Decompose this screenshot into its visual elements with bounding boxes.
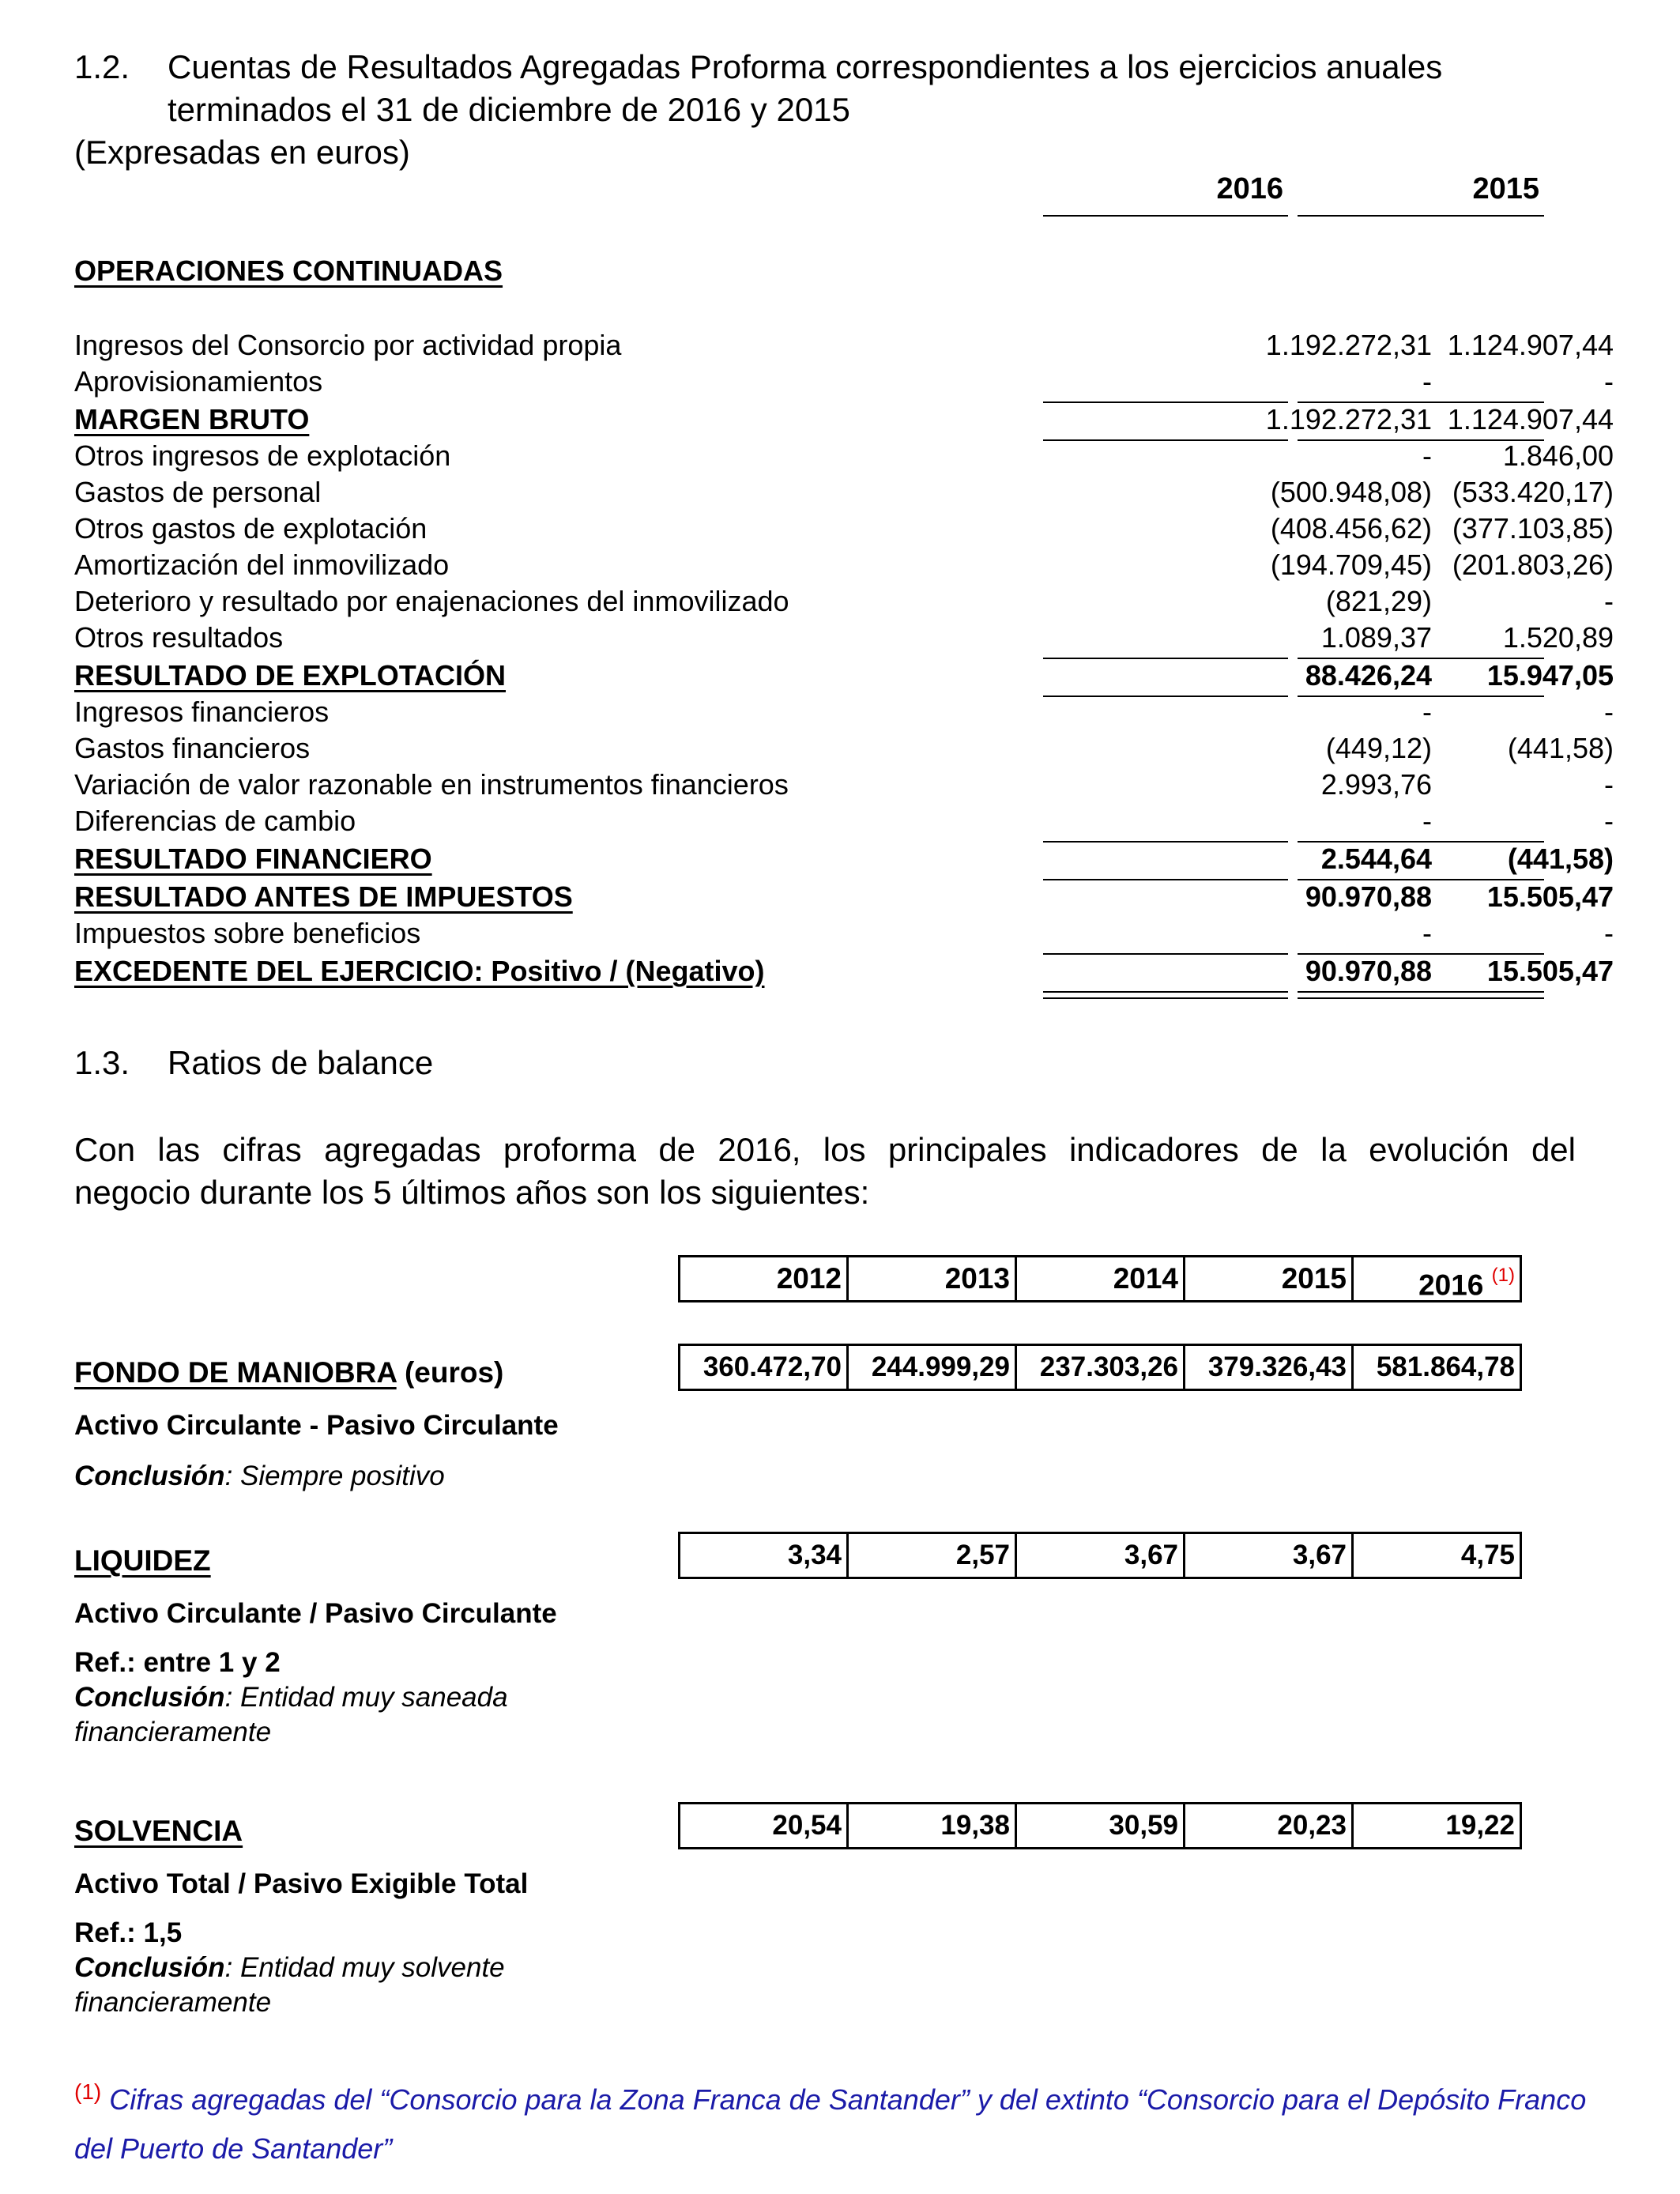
row-value-2016: -: [1422, 439, 1432, 472]
value-cell: 3,34: [680, 1534, 849, 1577]
year-2016-label: 2016: [1418, 1269, 1484, 1302]
subtotal-rule: [1043, 439, 1288, 441]
row-value-2016: 1.192.272,31: [1265, 329, 1432, 361]
row-label: Otros resultados: [74, 621, 284, 654]
table-row: [74, 658, 1618, 694]
row-value-2015: 1.124.907,44: [1447, 329, 1614, 361]
total-double-rule: [1298, 991, 1544, 999]
subtotal-rule: [1043, 953, 1288, 955]
table-row: [74, 547, 1618, 583]
table-row: [74, 511, 1618, 547]
table-row: [74, 364, 1618, 400]
row-label: Variación de valor razonable en instrumentos financieros: [74, 768, 789, 801]
subtotal-rule: [1298, 879, 1544, 880]
fondo-values: [678, 1344, 1522, 1391]
row-value-2015: (441,58): [1507, 843, 1614, 875]
subtotal-rule: [1043, 696, 1288, 697]
value-cell: 20,54: [680, 1804, 849, 1847]
row-value-2016: (821,29): [1325, 585, 1432, 617]
year-cell: 2014: [1017, 1257, 1185, 1300]
row-label: Gastos de personal: [74, 476, 322, 508]
row-value-2015: (201.803,26): [1452, 548, 1614, 581]
solvencia-conclusion: [74, 1951, 627, 2020]
solvencia-values: [678, 1802, 1522, 1849]
year-cell: 2012: [680, 1257, 849, 1300]
table-row: [74, 694, 1618, 730]
liquidez-label-main: LIQUIDEZ: [74, 1544, 211, 1577]
value-cell: 20,23: [1185, 1804, 1354, 1847]
subtotal-rule: [1298, 658, 1544, 659]
table-row: [74, 401, 1618, 438]
section-subtitle: (Expresadas en euros): [74, 134, 410, 171]
row-label: Aprovisionamientos: [74, 365, 323, 398]
row-value-2016: 88.426,24: [1305, 659, 1432, 692]
conclusion-label: Conclusión: [74, 1461, 225, 1491]
section-number-12: 1.2.: [74, 48, 130, 85]
row-value-2015: -: [1604, 365, 1614, 398]
section-title-13: Ratios de balance: [168, 1044, 434, 1081]
row-value-2016: -: [1422, 805, 1432, 837]
row-value-2015: -: [1604, 696, 1614, 728]
row-value-2015: (533.420,17): [1452, 476, 1614, 508]
value-cell: 19,38: [849, 1804, 1017, 1847]
row-value-2016: -: [1422, 917, 1432, 949]
subtotal-rule: [1043, 658, 1288, 659]
row-value-2015: -: [1604, 585, 1614, 617]
table-row: [74, 583, 1618, 620]
solvencia-label: [74, 1815, 243, 1848]
row-value-2016: 2.544,64: [1320, 843, 1432, 875]
row-value-2016: -: [1422, 696, 1432, 728]
total-double-rule: [1043, 991, 1288, 999]
year-cell: 2013: [849, 1257, 1017, 1300]
row-label: Deterioro y resultado por enajenaciones del inmovilizado: [74, 585, 789, 617]
row-label: Gastos financieros: [74, 732, 311, 764]
row-label: RESULTADO FINANCIERO: [74, 843, 432, 875]
table-row: [74, 620, 1618, 656]
intro-line1: Con las cifras agregadas proforma de 2016, los principales indicadores de la evolución del: [74, 1131, 1576, 1168]
table-row: [74, 915, 1618, 952]
row-label: Impuestos sobre beneficios: [74, 917, 421, 949]
fondo-label-main: FONDO DE MANIOBRA: [74, 1356, 397, 1389]
table-row: [74, 953, 1618, 990]
value-cell: 3,67: [1185, 1534, 1354, 1577]
subtotal-rule: [1298, 841, 1544, 843]
row-value-2016: 2.993,76: [1320, 768, 1432, 801]
row-label: Otros gastos de explotación: [74, 512, 428, 545]
intro-line2: negocio durante los 5 últimos años son los siguientes:: [74, 1174, 870, 1211]
value-cell: 19,22: [1445, 1810, 1515, 1841]
row-value-2016: 1.089,37: [1320, 621, 1432, 654]
row-label: Ingresos financieros: [74, 696, 330, 728]
footnote-ref: (1): [1491, 1265, 1515, 1286]
row-value-2015: -: [1604, 805, 1614, 837]
footnote: [74, 2068, 1623, 2173]
row-value-2016: 1.192.272,31: [1265, 403, 1432, 435]
conclusion-text: : Entidad muy saneada financieramente: [74, 1682, 508, 1747]
footnote-text: Cifras agregadas del “Consorcio para la Zona Franca de Santander” y del extinto “Consorcio para el Depósito Franco del Puerto de Santander”: [74, 2083, 1587, 2165]
liquidez-ref: Ref.: entre 1 y 2: [74, 1647, 281, 1678]
value-cell: 360.472,70: [680, 1346, 849, 1389]
row-value-2015: 15.505,47: [1486, 955, 1614, 987]
row-value-2016: (500.948,08): [1270, 476, 1432, 508]
row-value-2015: 1.124.907,44: [1447, 403, 1614, 435]
liquidez-label: [74, 1544, 211, 1578]
subtotal-rule: [1298, 953, 1544, 955]
years-header: [678, 1255, 1522, 1302]
subtotal-rule: [1298, 439, 1544, 441]
year-cell-2016: [1354, 1257, 1520, 1300]
liquidez-conclusion: [74, 1680, 627, 1750]
conclusion-text: : Siempre positivo: [224, 1461, 445, 1491]
row-value-2016: (194.709,45): [1270, 548, 1432, 581]
table-row: [74, 730, 1618, 767]
row-value-2015: 1.520,89: [1502, 621, 1614, 654]
table-row: [74, 841, 1618, 877]
solvencia-label-main: SOLVENCIA: [74, 1815, 243, 1847]
conclusion-label: Conclusión: [74, 1682, 225, 1713]
subtotal-rule: [1298, 401, 1544, 403]
group-heading: OPERACIONES CONTINUADAS: [74, 254, 503, 287]
row-value-2016: -: [1422, 365, 1432, 398]
conclusion-label: Conclusión: [74, 1952, 225, 1983]
solvencia-formula: Activo Total / Pasivo Exigible Total: [74, 1868, 529, 1899]
conclusion-text: : Entidad muy solvente financieramente: [74, 1952, 505, 2018]
value-cell: 4,75: [1460, 1540, 1515, 1570]
table-row: [74, 767, 1618, 803]
year-cell: 2015: [1185, 1257, 1354, 1300]
subtotal-rule: [1298, 696, 1544, 697]
row-value-2015: -: [1604, 768, 1614, 801]
fondo-unit: (euros): [396, 1356, 504, 1389]
row-label: RESULTADO ANTES DE IMPUESTOS: [74, 880, 573, 913]
value-cell: 244.999,29: [849, 1346, 1017, 1389]
section-title-line2: terminados el 31 de diciembre de 2016 y 2015: [168, 91, 850, 128]
table-row: [74, 879, 1618, 915]
row-value-2015: 1.846,00: [1502, 439, 1614, 472]
fondo-formula: Activo Circulante - Pasivo Circulante: [74, 1410, 559, 1441]
fondo-label: [74, 1356, 503, 1389]
table-row: [74, 474, 1618, 511]
footnote-mark: (1): [74, 2079, 102, 2104]
column-header-2015: 2015: [1472, 172, 1539, 205]
row-label: MARGEN BRUTO: [74, 403, 310, 435]
value-cell: 2,57: [849, 1534, 1017, 1577]
value-cell: 3,67: [1017, 1534, 1185, 1577]
value-cell: 237.303,26: [1017, 1346, 1185, 1389]
table-row: [74, 438, 1618, 474]
row-label: Ingresos del Consorcio por actividad propia: [74, 329, 622, 361]
row-label: Otros ingresos de explotación: [74, 439, 451, 472]
table-row: [74, 803, 1618, 839]
row-value-2016: (449,12): [1325, 732, 1432, 764]
liquidez-formula: Activo Circulante / Pasivo Circulante: [74, 1598, 557, 1629]
row-value-2015: (377.103,85): [1452, 512, 1614, 545]
value-cell: 581.864,78: [1376, 1351, 1515, 1382]
fondo-conclusion: [74, 1459, 627, 1494]
row-label: EXCEDENTE DEL EJERCICIO: Positivo / (Negativo): [74, 955, 765, 987]
row-value-2015: 15.505,47: [1486, 880, 1614, 913]
row-label: RESULTADO DE EXPLOTACIÓN: [74, 659, 507, 692]
row-label: Diferencias de cambio: [74, 805, 356, 837]
row-value-2016: 90.970,88: [1305, 880, 1432, 913]
section-number-13: 1.3.: [74, 1044, 130, 1081]
row-value-2016: 90.970,88: [1305, 955, 1432, 987]
solvencia-ref: Ref.: 1,5: [74, 1917, 183, 1948]
row-value-2015: (441,58): [1507, 732, 1614, 764]
row-value-2016: (408.456,62): [1270, 512, 1432, 545]
section-title-line1: Cuentas de Resultados Agregadas Proforma correspondientes a los ejercicios anuales: [168, 48, 1443, 85]
subtotal-rule: [1043, 841, 1288, 843]
liquidez-values: [678, 1532, 1522, 1579]
value-cell: 30,59: [1017, 1804, 1185, 1847]
row-value-2015: -: [1604, 917, 1614, 949]
row-value-2015: 15.947,05: [1486, 659, 1614, 692]
column-header-2016: 2016: [1216, 172, 1283, 205]
header-rule-2015: [1298, 215, 1544, 217]
subtotal-rule: [1043, 879, 1288, 880]
header-rule-2016: [1043, 215, 1288, 217]
row-label: Amortización del inmovilizado: [74, 548, 450, 581]
subtotal-rule: [1043, 401, 1288, 403]
table-row: [74, 327, 1618, 364]
value-cell: 379.326,43: [1185, 1346, 1354, 1389]
